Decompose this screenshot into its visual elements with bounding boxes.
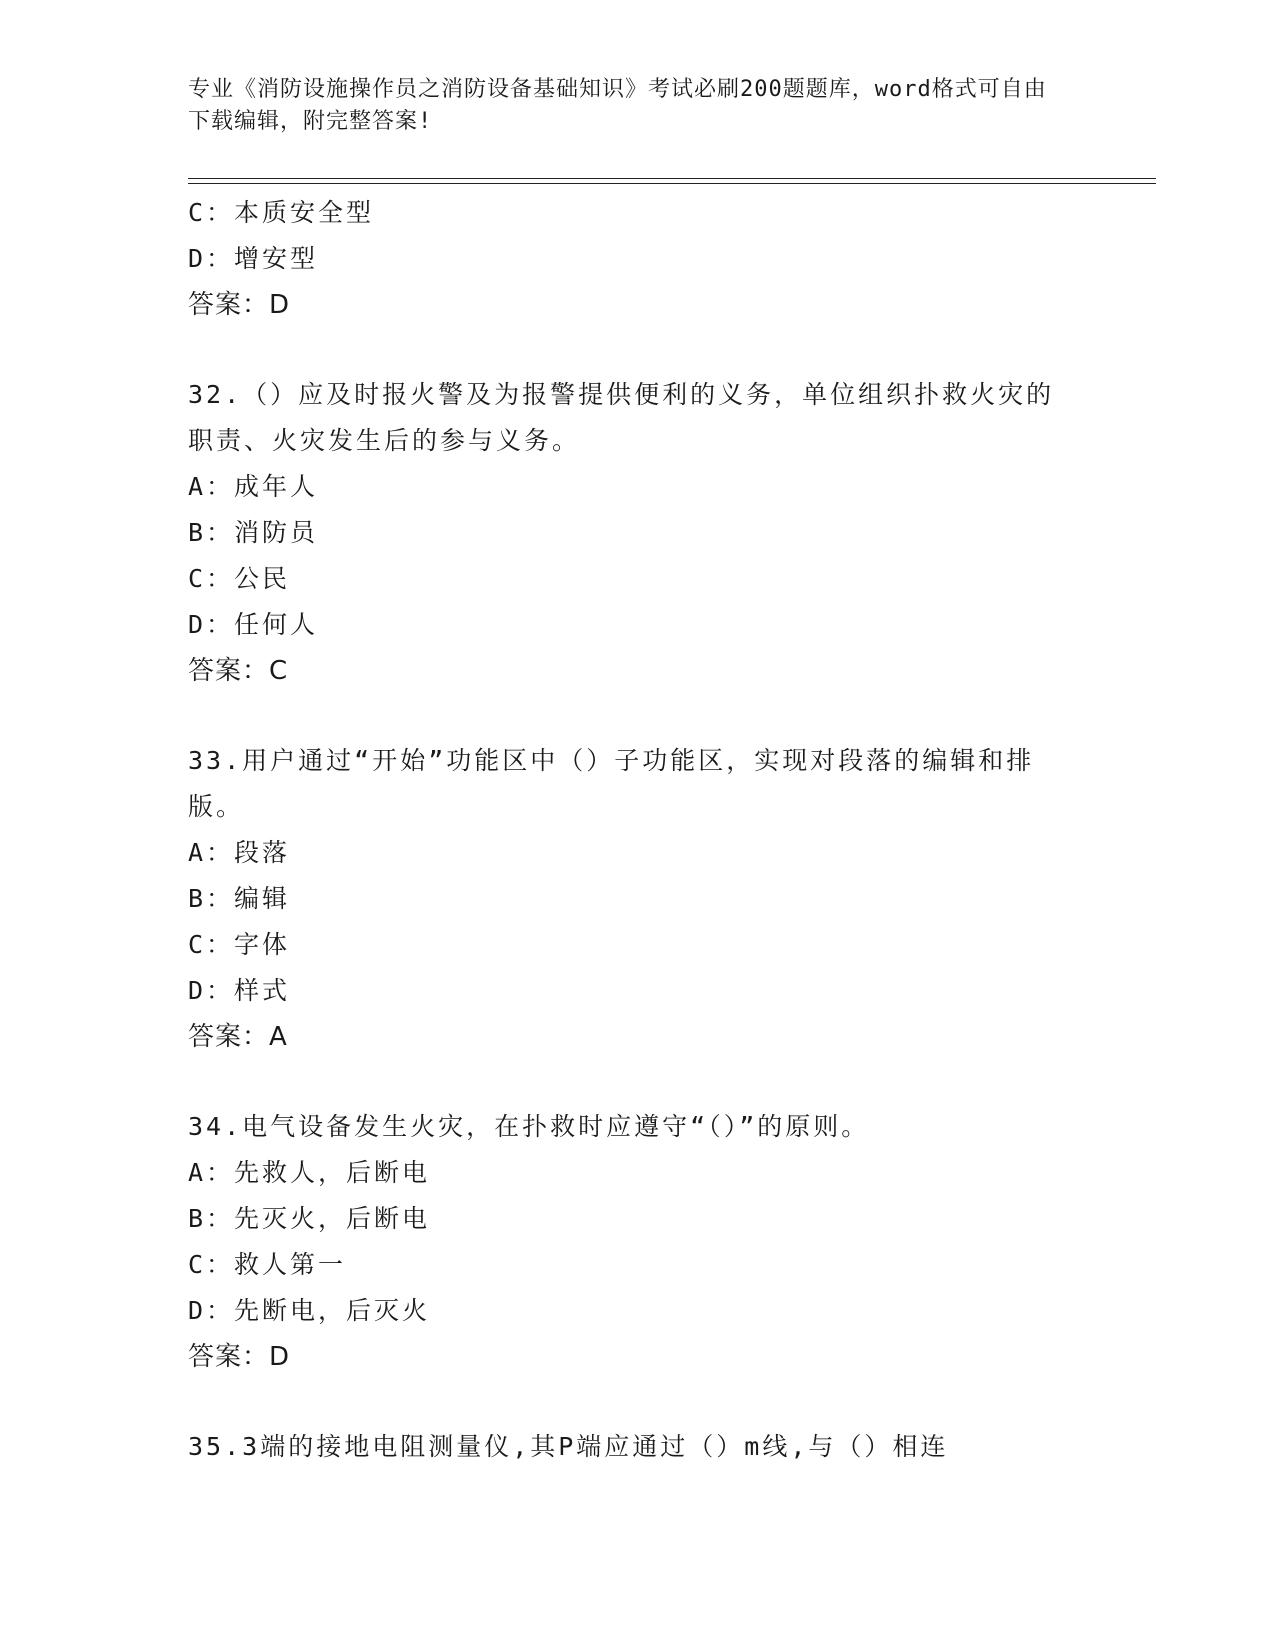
option-d: D：任何人 xyxy=(188,610,319,639)
question-text: 34.电气设备发生火灾，在扑救时应遵守“（）”的原则。 xyxy=(188,1112,870,1141)
header-divider-double xyxy=(188,183,1156,184)
header-divider xyxy=(188,178,1156,179)
question-text: 35.3端的接地电阻测量仪,其P端应通过（）m线,与（）相连 xyxy=(188,1432,949,1461)
option-c: C：救人第一 xyxy=(188,1250,347,1279)
option-b: B：编辑 xyxy=(188,884,291,913)
question-list xyxy=(188,190,1088,1470)
option-b: B：先灭火，后断电 xyxy=(188,1204,431,1233)
option-c: C：公民 xyxy=(188,564,291,593)
option-a: A：成年人 xyxy=(188,472,319,501)
option-d: D：增安型 xyxy=(188,244,319,273)
option-d: D：先断电，后灭火 xyxy=(188,1296,431,1325)
option-b: B：消防员 xyxy=(188,518,319,547)
option-c: C：本质安全型 xyxy=(188,198,375,227)
question-text: 33.用户通过“开始”功能区中（）子功能区，实现对段落的编辑和排版。 xyxy=(188,746,1035,821)
option-c: C：字体 xyxy=(188,930,291,959)
answer-line: 答案：D xyxy=(188,290,291,320)
answer-line: 答案：C xyxy=(188,656,289,686)
question-text: 32.（）应及时报火警及为报警提供便利的义务，单位组织扑救火灾的职责、火灾发生后的参与义务。 xyxy=(188,380,1055,455)
option-a: A：先救人，后断电 xyxy=(188,1158,431,1187)
option-d: D：样式 xyxy=(188,976,291,1005)
document-header: 专业《消防设施操作员之消防设备基础知识》考试必刷200题题库，word格式可自由下载编辑，附完整答案! xyxy=(188,77,1047,134)
answer-line: 答案：A xyxy=(188,1022,288,1052)
answer-line: 答案：D xyxy=(188,1342,291,1372)
option-a: A：段落 xyxy=(188,838,291,867)
